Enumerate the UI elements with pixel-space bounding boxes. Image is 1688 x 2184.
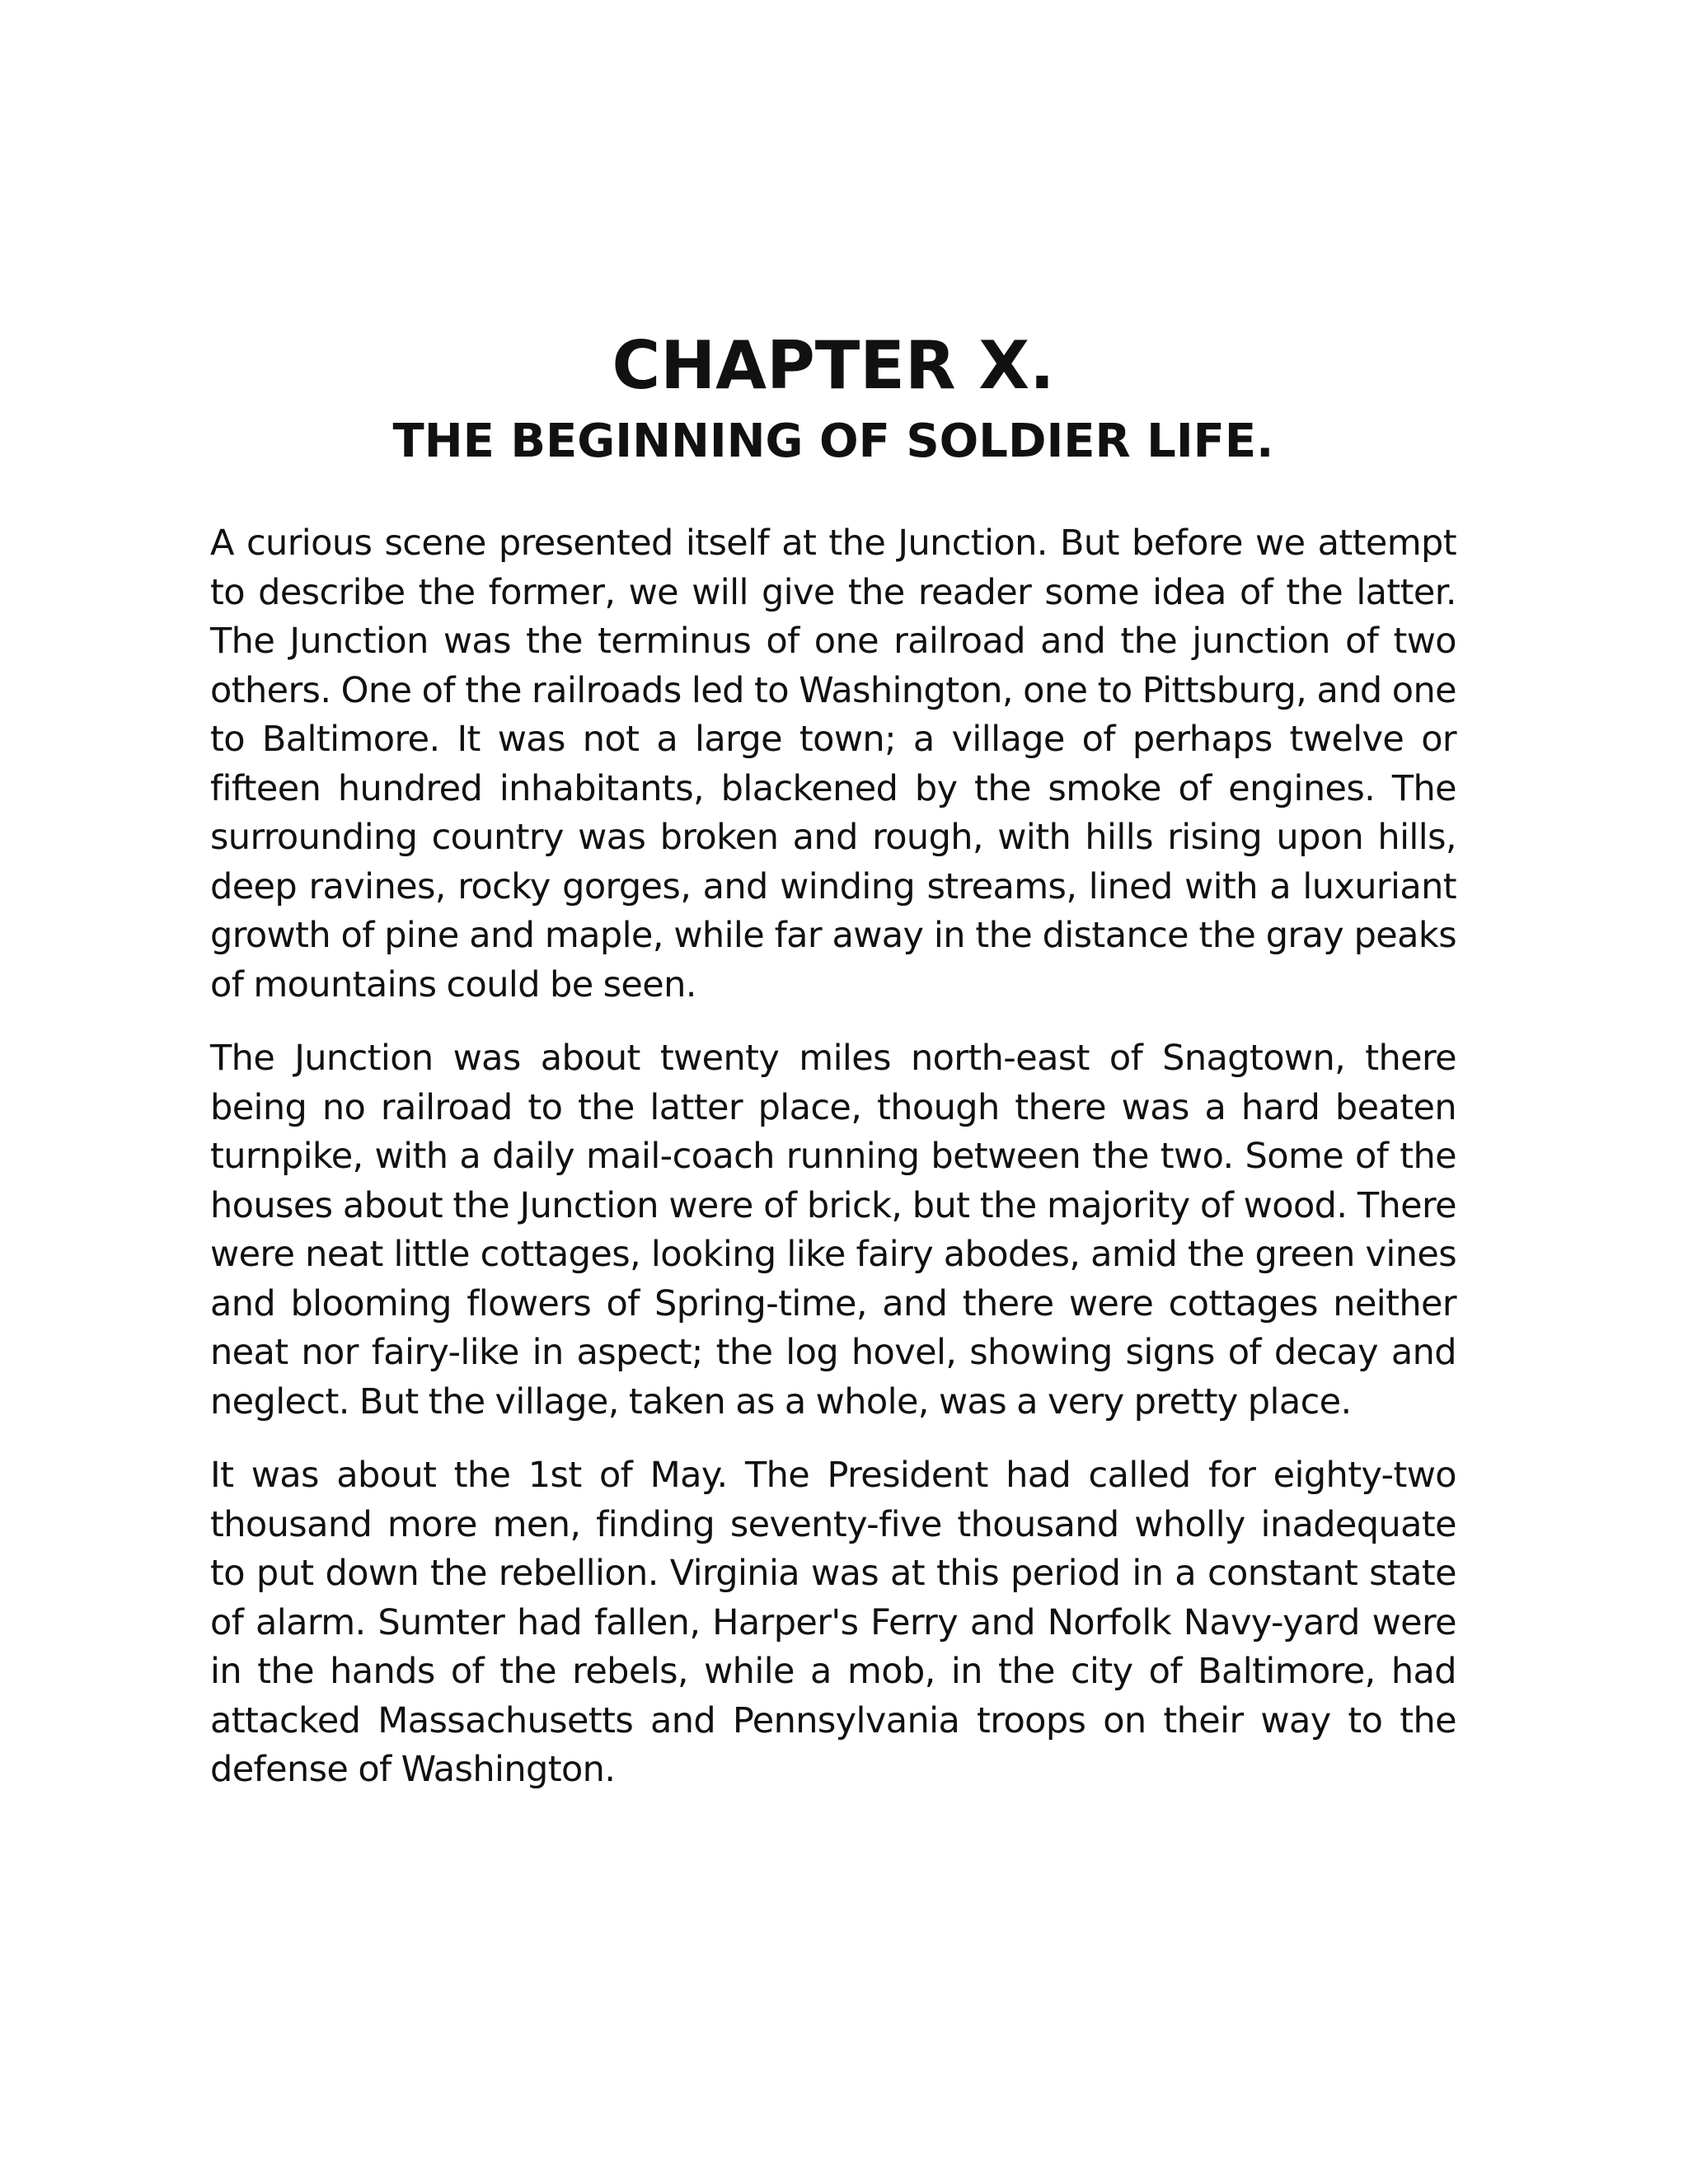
- document-page: [210, 323, 1456, 1820]
- chapter-body: [210, 519, 1456, 1795]
- chapter-number: CHAPTER X.: [612, 327, 1055, 404]
- chapter-title: THE BEGINNING OF SOLDIER LIFE.: [392, 415, 1274, 468]
- paragraph-3: It was about the 1st of May. The President had called for eighty-two thousand more men, finding seventy-five thousand wholly inadequate to put down the rebellion. Virginia was at this period in a constant state of alarm. Sumter had fallen, Harper's Ferry and Norfolk Navy-yard were in the hands of the rebels, while a mob, in the city of Baltimore, had attacked Massachusetts and Pennsylvania troops on their way to the defense of Washington.: [210, 1455, 1456, 1790]
- paragraph-2: The Junction was about twenty miles north-east of Snagtown, there being no railroad to the latter place, though there was a hard beaten turnpike, with a daily mail-coach running between the two. Some of the houses about the Junction were of brick, but the majority of wood. There were neat little cottages, looking like fairy abodes, amid the green vines and blooming flowers of Spring-time, and there were cottages neither neat nor fairy-like in aspect; the log hovel, showing signs of decay and neglect. But the village, taken as a whole, was a very pretty place.: [210, 1038, 1456, 1422]
- paragraph-1: A curious scene presented itself at the Junction. But before we attempt to describe the former, we will give the reader some idea of the latter. The Junction was the terminus of one railroad and the junction of two others. One of the railroads led to Washington, one to Pittsburg, and one to Baltimore. It was not a large town; a village of perhaps twelve or fifteen hundred inhabitants, blackened by the smoke of engines. The surrounding country was broken and rough, with hills rising upon hills, deep ravines, rocky gorges, and winding streams, lined with a luxuriant growth of pine and maple, while far away in the distance the gray peaks of mountains could be seen.: [210, 523, 1456, 1005]
- chapter-heading: [210, 323, 1456, 473]
